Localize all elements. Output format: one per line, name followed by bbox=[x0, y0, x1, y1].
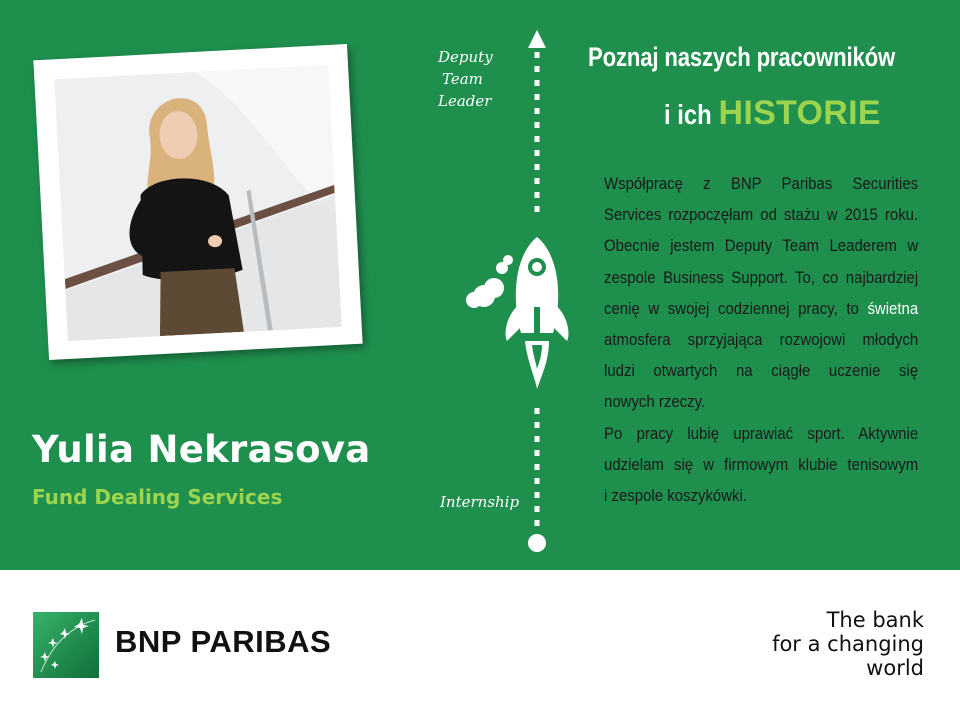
rocket-icon bbox=[506, 237, 569, 389]
story-line: Services rozpoczęłam od stażu w 2015 roku. bbox=[604, 205, 919, 225]
employee-story bbox=[604, 168, 919, 508]
heading-prefix: i ich bbox=[664, 99, 712, 130]
story-line: i zespole koszykówki. bbox=[604, 486, 748, 506]
milestone-deputy-team-leader bbox=[438, 46, 493, 112]
heading-accent: HISTORIE bbox=[718, 94, 881, 132]
employee-department: Fund Dealing Services bbox=[32, 485, 283, 509]
stars-icon bbox=[33, 612, 99, 678]
milestone-internship: Internship bbox=[440, 493, 520, 511]
employee-photo-illustration bbox=[54, 65, 341, 341]
story-line: udzielam się w firmowym klubie tenisowym bbox=[604, 454, 919, 474]
story-line: zespole Business Support. To, co najbardziej bbox=[604, 267, 919, 287]
story-line: ludzi otwartych na ciągłe uczenie się bbox=[604, 361, 919, 381]
employee-photo bbox=[54, 65, 341, 341]
story-highlight-word: świetna bbox=[867, 298, 919, 318]
story-line: atmosfera sprzyjająca rozwojowi młodych bbox=[604, 330, 919, 350]
heading-line-2 bbox=[664, 94, 881, 133]
arrow-up-icon bbox=[528, 30, 546, 48]
story-line-highlight bbox=[604, 293, 918, 324]
story-line: Współpracę z BNP Paribas Securities bbox=[604, 174, 919, 193]
story-line: Po pracy lubię uprawiać sport. Aktywnie bbox=[604, 423, 919, 443]
cloud-icon bbox=[466, 255, 513, 308]
milestone-text-line: Leader bbox=[438, 92, 492, 110]
photo-frame bbox=[33, 44, 362, 360]
story-line: nowych rzeczy. bbox=[604, 392, 706, 412]
story-line-text: cenię w swojej codziennej pracy, to bbox=[604, 298, 859, 318]
tagline-line: The bank bbox=[826, 608, 924, 632]
story-line: Obecnie jestem Deputy Team Leaderem w bbox=[604, 236, 919, 256]
tagline-line: world bbox=[866, 656, 924, 680]
employee-name: Yulia Nekrasova bbox=[32, 428, 371, 471]
heading-line-1: Poznaj naszych pracowników bbox=[588, 42, 896, 72]
brand-name: BNP PARIBAS bbox=[115, 624, 332, 659]
brand-tagline bbox=[772, 608, 924, 680]
milestone-text-line: Team bbox=[442, 70, 483, 88]
tagline-line: for a changing bbox=[772, 632, 924, 656]
milestone-text-line: Deputy bbox=[438, 48, 493, 66]
bnp-stars-logo bbox=[33, 612, 99, 678]
